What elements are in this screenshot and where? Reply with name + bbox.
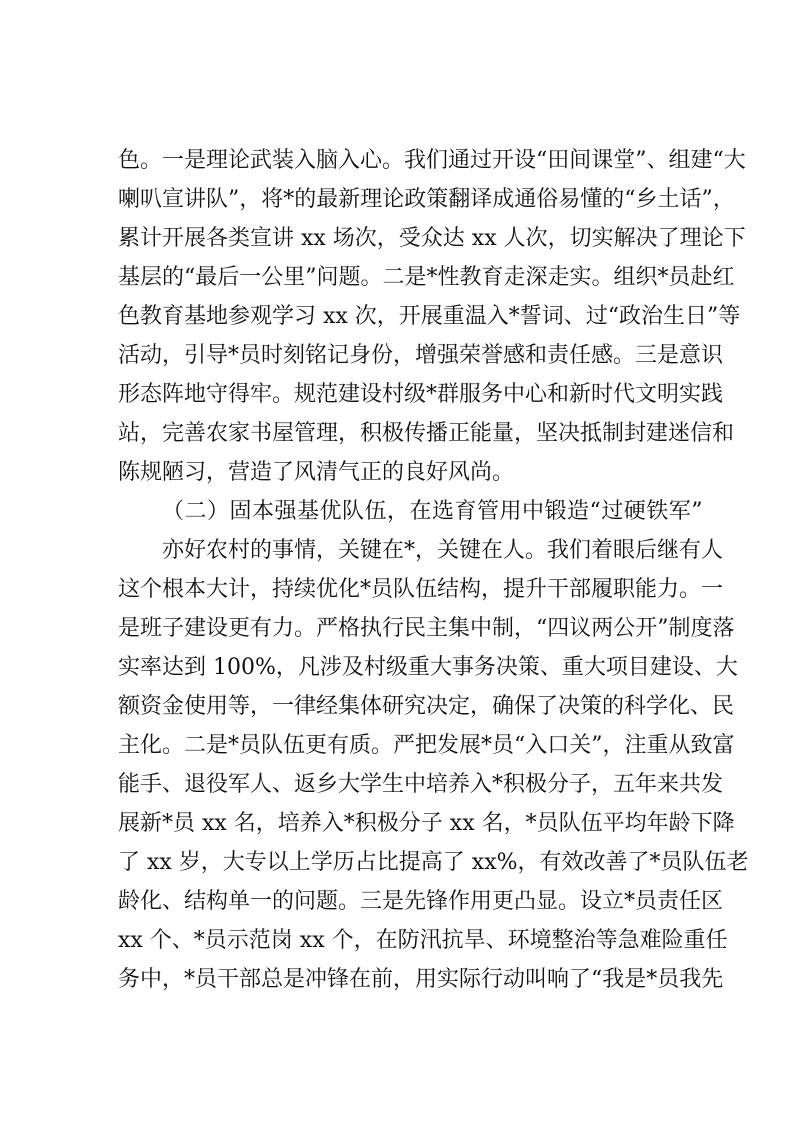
- paragraph-line: 色。一是理论武装入脑入心。我们通过开设“田间课堂”、组建“大: [118, 148, 746, 173]
- paragraph-line: 累计开展各类宣讲 xx 场次，受众达 xx 人次，切实解决了理论下: [118, 226, 746, 251]
- paragraph-line: 色教育基地参观学习 xx 次，开展重温入*誓词、过“政治生日”等: [118, 304, 741, 329]
- paragraph-line: 基层的“最后一公里”问题。二是*性教育走深走实。组织*员赴红: [118, 265, 735, 290]
- section-heading: （二）固本强基优队伍，在选育管用中锻造“过硬铁军”: [162, 499, 703, 524]
- paragraph-line: xx 个、*员示范岗 xx 个，在防汛抗旱、环境整治等急难险重任: [118, 928, 728, 953]
- paragraph-line: 活动，引导*员时刻铭记身份，增强荣誉感和责任感。三是意识: [118, 343, 724, 368]
- paragraph-line: 是班子建设更有力。严格执行民主集中制，“四议两公开”制度落: [118, 616, 735, 641]
- paragraph-line: 了 xx 岁，大专以上学历占比提高了 xx%，有效改善了*员队伍老: [118, 850, 749, 875]
- paragraph-line: 务中，*员干部总是冲锋在前，用实际行动叫响了“我是*员我先: [118, 967, 724, 992]
- paragraph-line: 实率达到 100%，凡涉及村级重大事务决策、重大项目建设、大: [118, 655, 738, 680]
- paragraph-line: 龄化、结构单一的问题。三是先锋作用更凸显。设立*员责任区: [118, 889, 724, 914]
- paragraph-line: 展新*员 xx 名，培养入*积极分子 xx 名，*员队伍平均年龄下降: [118, 811, 735, 836]
- paragraph-line: 陈规陋习，营造了风清气正的良好风尚。: [118, 460, 515, 485]
- paragraph-line: 能手、退役军人、返乡大学生中培养入*积极分子，五年来共发: [118, 772, 724, 797]
- paragraph-line: 额资金使用等，一律经集体研究决定，确保了决策的科学化、民: [118, 694, 735, 719]
- paragraph-line: 喇叭宣讲队”，将*的最新理论政策翻译成通俗易懂的“乡土话”，: [118, 187, 735, 212]
- paragraph-line: 主化。二是*员队伍更有质。严把发展*员“入口关”，注重从致富: [118, 733, 735, 758]
- paragraph-line: 形态阵地守得牢。规范建设村级*群服务中心和新时代文明实践: [118, 382, 724, 407]
- paragraph-line: 这个根本大计，持续优化*员队伍结构，提升干部履职能力。一: [118, 577, 724, 602]
- paragraph-line: 站，完善农家书屋管理，积极传播正能量，坚决抵制封建迷信和: [118, 421, 735, 446]
- paragraph-line: 亦好农村的事情，关键在*，关键在人。我们着眼后继有人: [162, 538, 724, 563]
